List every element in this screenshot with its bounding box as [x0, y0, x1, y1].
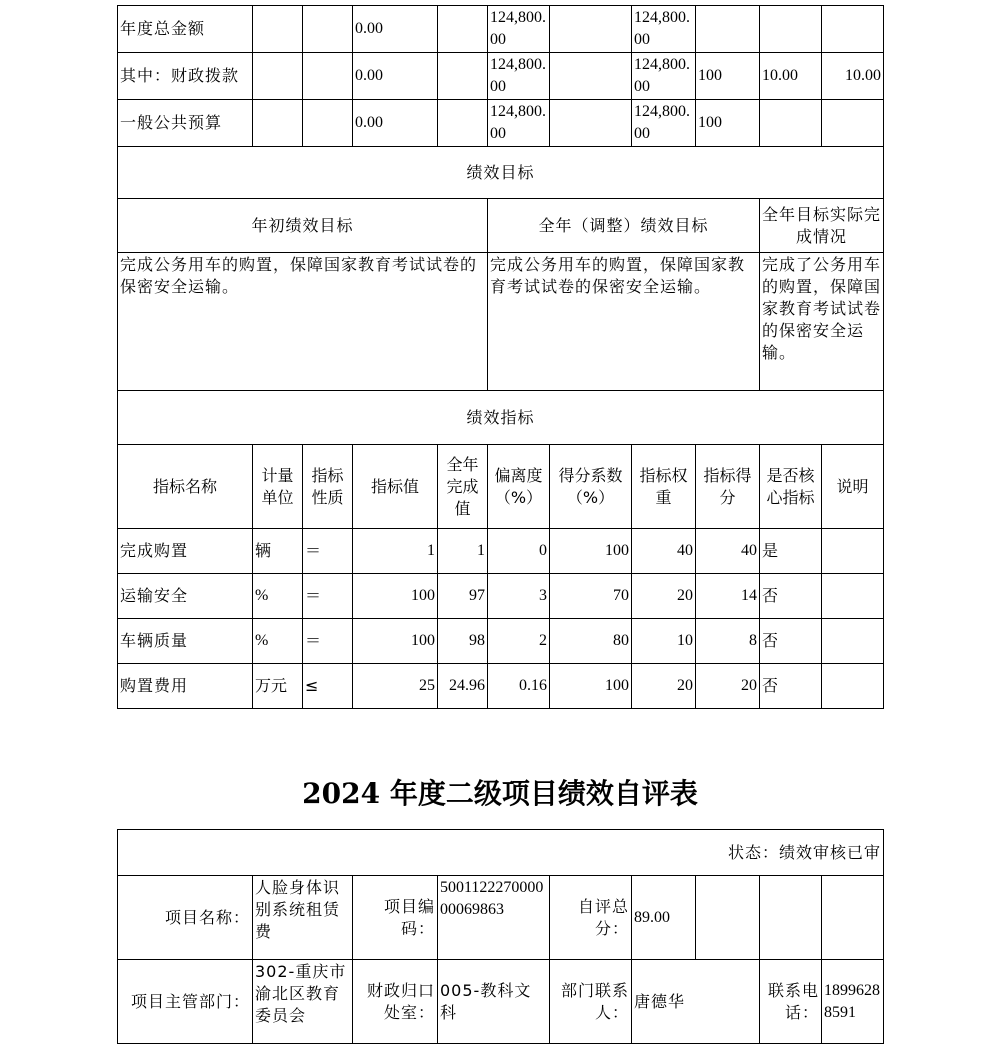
indicator-deviation: 2 [488, 619, 550, 664]
goal-initial-text: 完成公务用车的购置，保障国家教育考试试卷的保密安全运输。 [118, 253, 488, 391]
form-title: 2024 年度二级项目绩效自评表 [302, 777, 698, 810]
finance-value: 005-教科文科 [438, 960, 550, 1044]
indicator-header-row [118, 445, 884, 529]
indicator-row [118, 529, 884, 574]
dept-label: 项目主管部门： [118, 960, 253, 1044]
indicator-done: 97 [438, 574, 488, 619]
indicator-unit: 辆 [253, 529, 303, 574]
funding-cell [760, 6, 822, 53]
funding-cell: 0.00 [353, 100, 438, 147]
funding-row [118, 53, 884, 100]
funding-cell: 124,800.00 [632, 100, 696, 147]
indicator-done: 1 [438, 529, 488, 574]
indicator-coefficient: 100 [550, 664, 632, 709]
phone-value: 18996288591 [822, 960, 884, 1044]
indicator-name: 购置费用 [118, 664, 253, 709]
indicator-coefficient: 70 [550, 574, 632, 619]
indicator-note [822, 574, 884, 619]
indicator-nature: ＝ [303, 529, 353, 574]
funding-name: 年度总金额 [118, 6, 253, 53]
project-code-value: 500112227000000069863 [438, 876, 550, 960]
funding-cell: 10.00 [760, 53, 822, 100]
funding-cell: 10.00 [822, 53, 884, 100]
status-badge: 状态：绩效审核已审 [118, 830, 884, 876]
indicator-unit: % [253, 619, 303, 664]
indicators-section-title: 绩效指标 [118, 391, 884, 445]
goal-adjusted-text: 完成公务用车的购置，保障国家教育考试试卷的保密安全运输。 [488, 253, 760, 391]
self-score-value: 89.00 [632, 876, 696, 960]
funding-cell: 0.00 [353, 6, 438, 53]
indicator-nature: ＝ [303, 619, 353, 664]
indicator-value: 25 [353, 664, 438, 709]
indicator-core: 否 [760, 619, 822, 664]
funding-cell: 124,800.00 [488, 6, 550, 53]
goal-actual-text: 完成了公务用车的购置，保障国家教育考试试卷的保密安全运输。 [760, 253, 884, 391]
indicator-value: 100 [353, 619, 438, 664]
indicator-done: 24.96 [438, 664, 488, 709]
col-header: 说明 [822, 445, 884, 529]
col-header: 是否核心指标 [760, 445, 822, 529]
indicator-weight: 20 [632, 664, 696, 709]
col-header: 指标名称 [118, 445, 253, 529]
phone-label: 联系电话： [760, 960, 822, 1044]
indicator-row [118, 619, 884, 664]
indicator-nature: ＝ [303, 574, 353, 619]
funding-cell [822, 100, 884, 147]
col-header: 指标权重 [632, 445, 696, 529]
indicator-note [822, 529, 884, 574]
funding-cell: 124,800.00 [488, 53, 550, 100]
finance-label: 财政归口处室： [353, 960, 438, 1044]
indicator-unit: 万元 [253, 664, 303, 709]
indicator-weight: 40 [632, 529, 696, 574]
indicator-name: 运输安全 [118, 574, 253, 619]
goals-header-initial: 年初绩效目标 [118, 199, 488, 253]
indicator-row [118, 574, 884, 619]
indicator-core: 是 [760, 529, 822, 574]
indicator-weight: 10 [632, 619, 696, 664]
funding-row [118, 100, 884, 147]
col-header: 指标值 [353, 445, 438, 529]
col-header: 计量单位 [253, 445, 303, 529]
project-name-label: 项目名称： [118, 876, 253, 960]
indicator-row [118, 664, 884, 709]
indicator-name: 车辆质量 [118, 619, 253, 664]
project-code-label: 项目编码： [353, 876, 438, 960]
funding-cell: 100 [696, 100, 760, 147]
indicator-coefficient: 100 [550, 529, 632, 574]
dept-value: 302-重庆市渝北区教育委员会 [253, 960, 353, 1044]
indicator-deviation: 0.16 [488, 664, 550, 709]
indicator-name: 完成购置 [118, 529, 253, 574]
funding-cell [696, 6, 760, 53]
indicator-note [822, 664, 884, 709]
project-name-value: 人脸身体识别系统租赁费 [253, 876, 353, 960]
indicator-score: 8 [696, 619, 760, 664]
contact-label: 部门联系人： [550, 960, 632, 1044]
col-header: 指标得分 [696, 445, 760, 529]
self-score-label: 自评总分： [550, 876, 632, 960]
indicator-weight: 20 [632, 574, 696, 619]
funding-cell: 124,800.00 [632, 53, 696, 100]
funding-row [118, 6, 884, 53]
indicator-unit: % [253, 574, 303, 619]
funding-cell: 100 [696, 53, 760, 100]
funding-cell: 0.00 [353, 53, 438, 100]
funding-name: 一般公共预算 [118, 100, 253, 147]
funding-cell: 124,800.00 [632, 6, 696, 53]
funding-cell: 124,800.00 [488, 100, 550, 147]
indicator-core: 否 [760, 664, 822, 709]
indicator-done: 98 [438, 619, 488, 664]
col-header: 全年完成值 [438, 445, 488, 529]
funding-cell [760, 100, 822, 147]
col-header: 偏离度（%） [488, 445, 550, 529]
goals-header-actual: 全年目标实际完成情况 [760, 199, 884, 253]
indicator-score: 14 [696, 574, 760, 619]
indicator-core: 否 [760, 574, 822, 619]
contact-value: 唐德华 [632, 960, 760, 1044]
indicator-nature: ≤ [303, 664, 353, 709]
indicator-deviation: 0 [488, 529, 550, 574]
col-header: 得分系数（%） [550, 445, 632, 529]
indicator-score: 40 [696, 529, 760, 574]
indicator-value: 100 [353, 574, 438, 619]
col-header: 指标性质 [303, 445, 353, 529]
indicator-value: 1 [353, 529, 438, 574]
indicator-note [822, 619, 884, 664]
indicator-coefficient: 80 [550, 619, 632, 664]
performance-table [117, 5, 884, 709]
indicator-score: 20 [696, 664, 760, 709]
funding-name: 其中：财政拨款 [118, 53, 253, 100]
project-info-table [117, 829, 884, 1044]
goals-section-title: 绩效目标 [118, 147, 884, 199]
goals-header-adjusted: 全年（调整）绩效目标 [488, 199, 760, 253]
indicator-deviation: 3 [488, 574, 550, 619]
funding-cell [822, 6, 884, 53]
